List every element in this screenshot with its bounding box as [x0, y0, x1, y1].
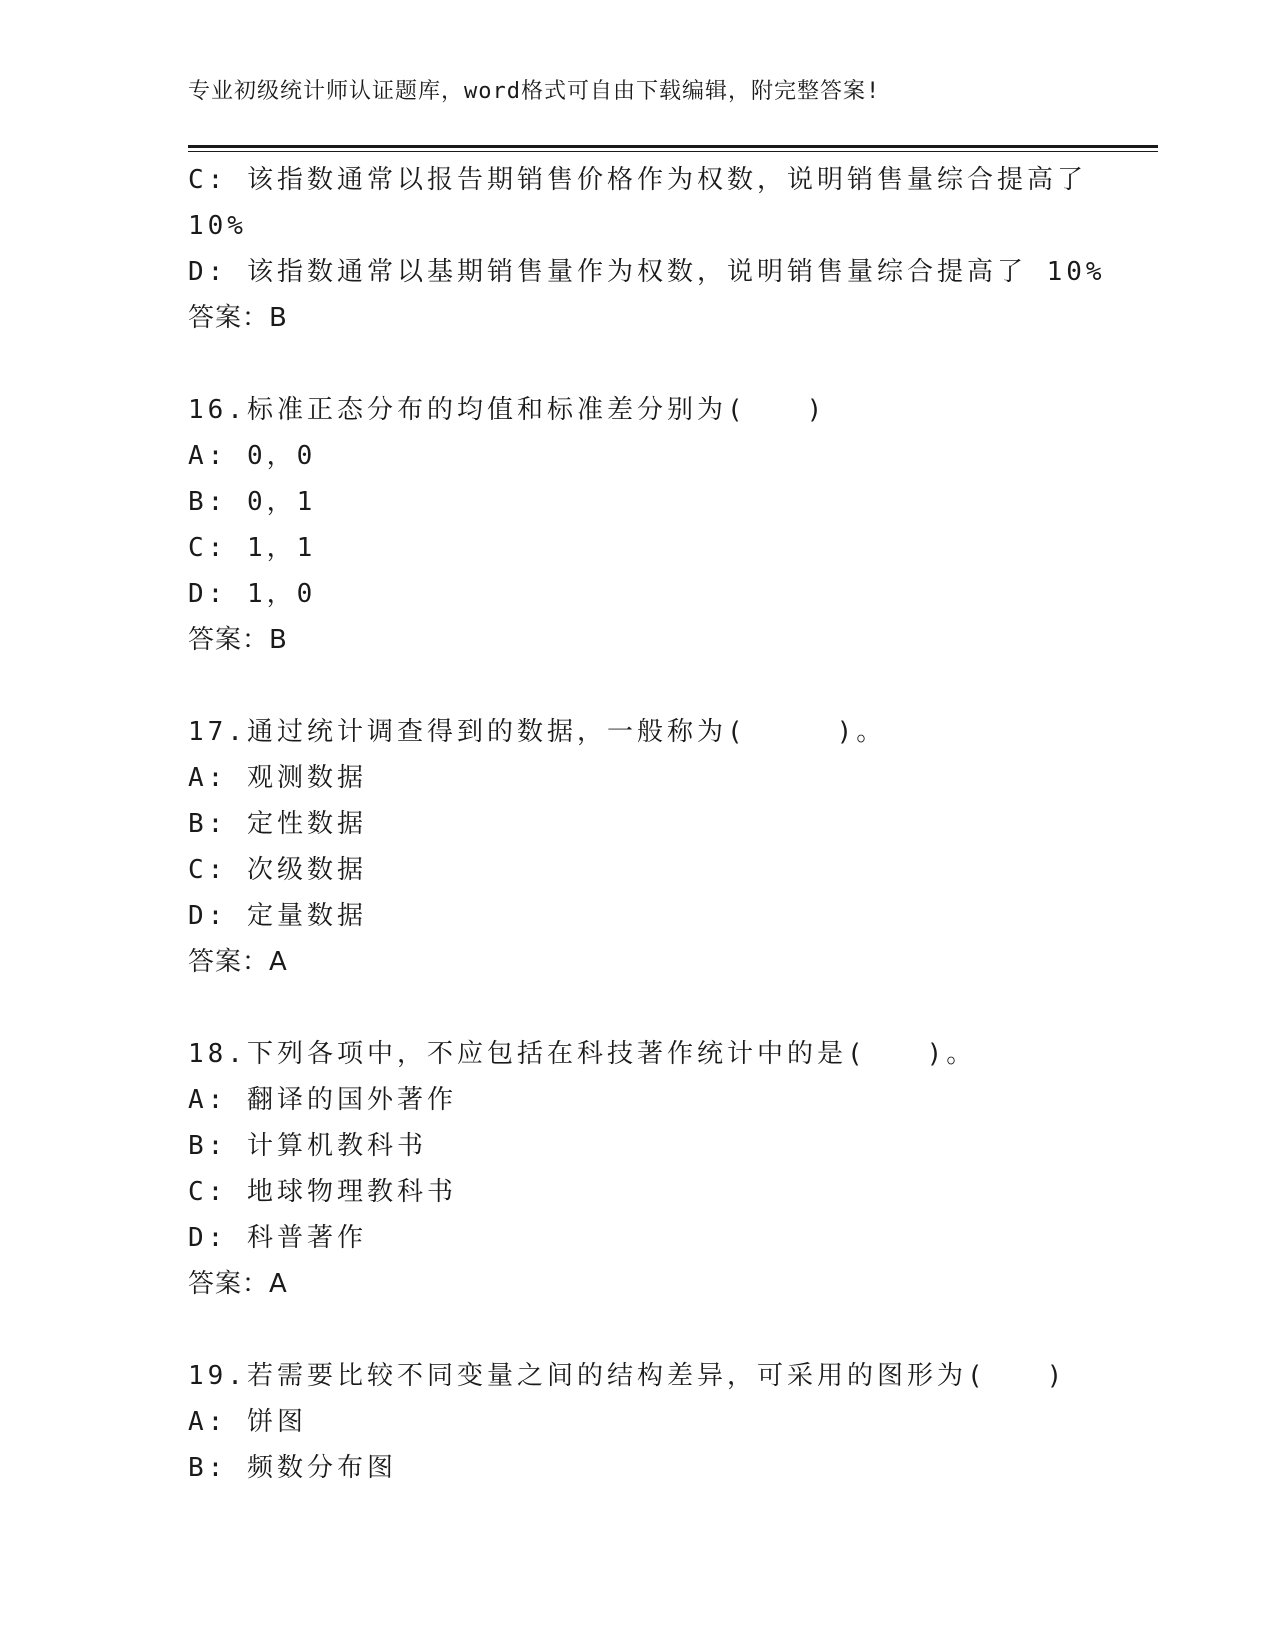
question-stem: 18.下列各项中，不应包括在科技著作统计中的是( )。 [188, 1039, 977, 1069]
question-16 [188, 387, 1088, 663]
spacer [188, 985, 1088, 1031]
option-b: B: 频数分布图 [188, 1453, 397, 1483]
question-content [188, 157, 1106, 1491]
header-divider-thick [188, 145, 1158, 148]
answer-line: 答案：B [188, 303, 288, 333]
option-c: C: 地球物理教科书 [188, 1177, 457, 1207]
option-d: D: 该指数通常以基期销售量作为权数，说明销售量综合提高了 10% [188, 257, 1106, 287]
spacer [188, 663, 1088, 709]
option-b: B: 定性数据 [188, 809, 367, 839]
question-18 [188, 1031, 1088, 1307]
spacer [188, 341, 1088, 387]
option-c: C: 1，1 [188, 533, 317, 563]
option-a: A: 观测数据 [188, 763, 367, 793]
question-15-continued [188, 157, 1106, 341]
question-stem: 19.若需要比较不同变量之间的结构差异，可采用的图形为( ) [188, 1361, 1067, 1391]
question-17 [188, 709, 1088, 985]
spacer [188, 1307, 1088, 1353]
question-stem: 17.通过统计调查得到的数据，一般称为( )。 [188, 717, 887, 747]
option-b: B: 计算机教科书 [188, 1131, 427, 1161]
answer-line: 答案：A [188, 947, 288, 977]
option-c: C: 次级数据 [188, 855, 367, 885]
option-c: C: 该指数通常以报告期销售价格作为权数，说明销售量综合提高了 [188, 165, 1087, 195]
option-d: D: 科普著作 [188, 1223, 367, 1253]
question-stem: 16.标准正态分布的均值和标准差分别为( ) [188, 395, 827, 425]
option-d: D: 定量数据 [188, 901, 367, 931]
option-c-continuation: 10% [188, 211, 247, 241]
answer-line: 答案：B [188, 625, 288, 655]
header-divider-thin [188, 151, 1158, 152]
page-header: 专业初级统计师认证题库，word格式可自由下载编辑，附完整答案! [188, 79, 881, 104]
question-19 [188, 1353, 1088, 1491]
option-a: A: 0，0 [188, 441, 317, 471]
option-a: A: 饼图 [188, 1407, 307, 1437]
answer-line: 答案：A [188, 1269, 288, 1299]
option-d: D: 1，0 [188, 579, 317, 609]
option-a: A: 翻译的国外著作 [188, 1085, 457, 1115]
option-b: B: 0，1 [188, 487, 317, 517]
